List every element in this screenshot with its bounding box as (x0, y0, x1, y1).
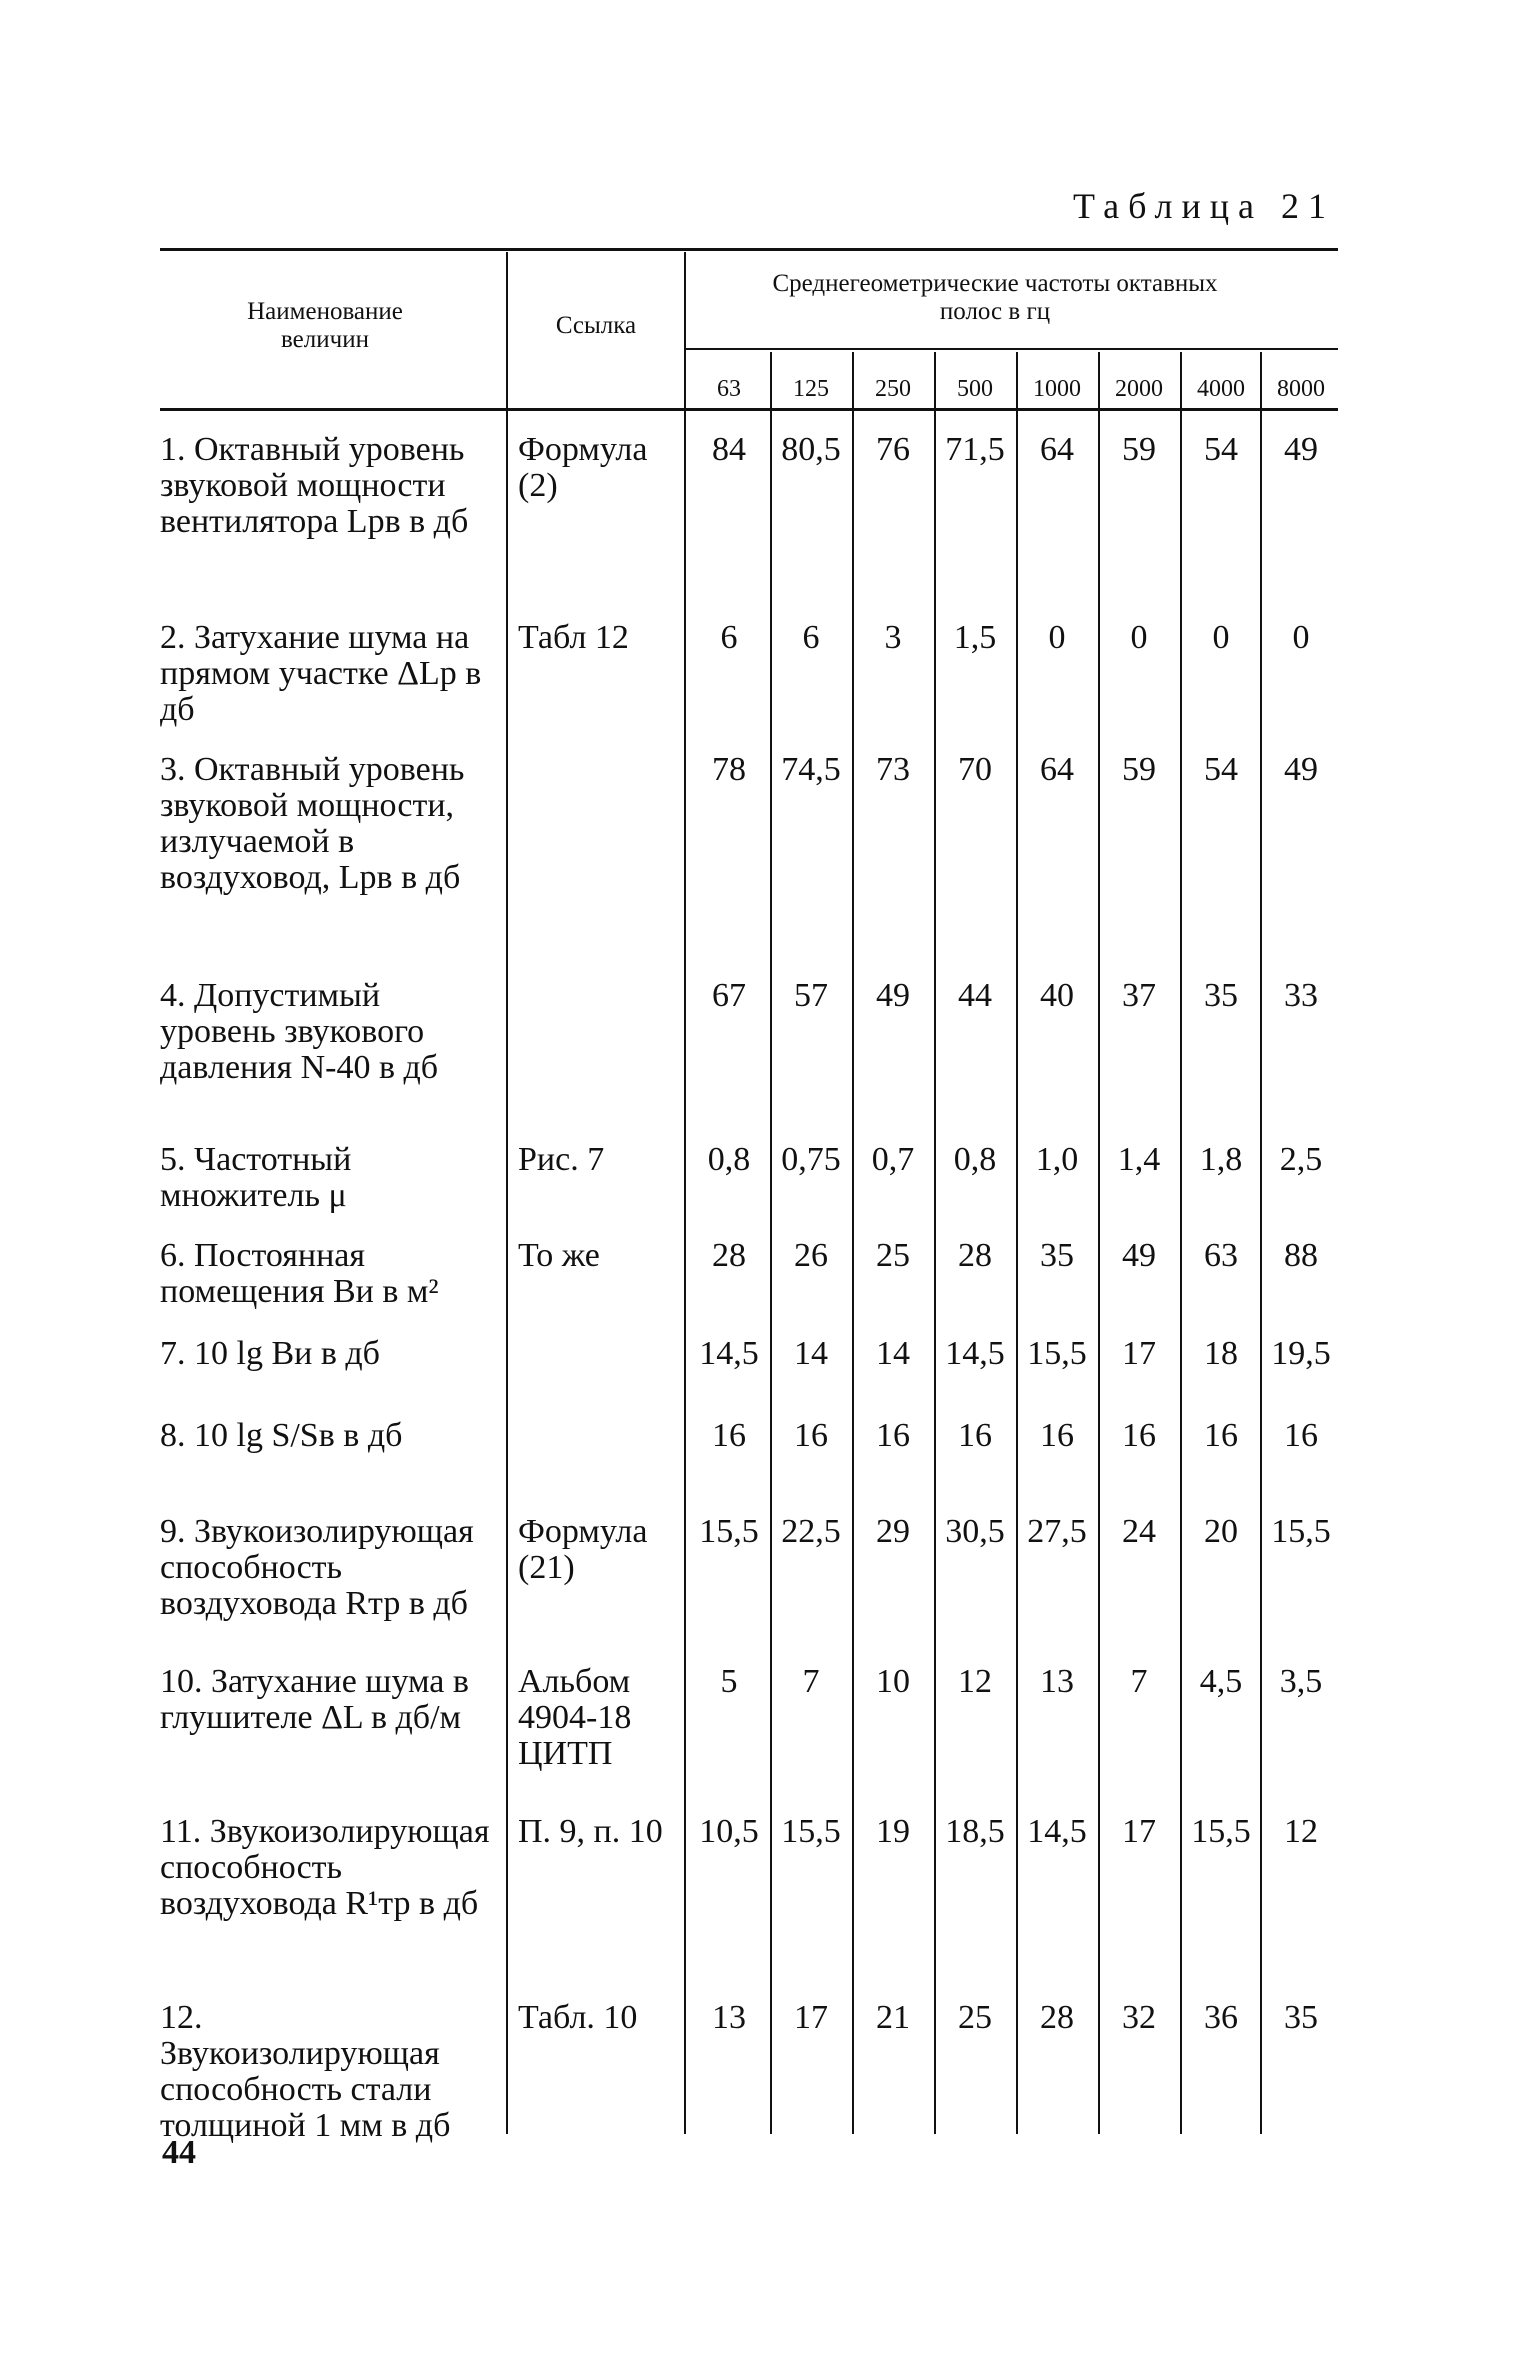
table-cell: 21 (876, 1999, 910, 2036)
table-cell: 2,5 (1279, 1141, 1323, 1178)
table-cell: 14 (794, 1335, 828, 1372)
table-cell: 16 (876, 1417, 910, 1454)
table-cell: 67 (712, 977, 746, 1014)
table-cell: 16 (1122, 1417, 1156, 1454)
table-cell: 59 (1122, 751, 1156, 788)
table-cell: 88 (1284, 1237, 1318, 1274)
table-cell: 73 (876, 751, 910, 788)
header-name-col: Наименование величин (247, 298, 403, 353)
row-name: 8. 10 lg S/Sв в дб (160, 1417, 403, 1454)
table-cell: 16 (1204, 1417, 1238, 1454)
table-cell: 37 (1122, 977, 1156, 1014)
table-cell: 35 (1284, 1999, 1318, 2036)
table-cell: 0,8 (953, 1141, 997, 1178)
row-reference: Табл. 10 (518, 1999, 638, 2036)
table-cell: 27,5 (1027, 1513, 1087, 1550)
table-cell: 57 (794, 977, 828, 1014)
table-cell: 70 (958, 751, 992, 788)
table-cell: 35 (1204, 977, 1238, 1014)
row-reference: Формула (2) (518, 431, 648, 504)
row-reference: Альбом 4904-18 ЦИТП (518, 1663, 632, 1772)
table-cell: 64 (1040, 431, 1074, 468)
row-name: 4. Допустимый уровень звукового давления N-40 в дб (160, 977, 439, 1086)
header-ref-col: Ссылка (555, 312, 637, 339)
table-cell: 13 (712, 1999, 746, 2036)
table-cell: 80,5 (781, 431, 841, 468)
frequency-label: 2000 (1115, 376, 1163, 402)
table-cell: 78 (712, 751, 746, 788)
table-cell: 19 (876, 1813, 910, 1850)
table-cell: 1,0 (1035, 1141, 1079, 1178)
table-cell: 0,7 (871, 1141, 915, 1178)
table-cell: 54 (1204, 751, 1238, 788)
frequency-label: 250 (875, 376, 911, 402)
table-cell: 16 (1040, 1417, 1074, 1454)
table-cell: 7 (1130, 1663, 1148, 1700)
table-cell: 28 (712, 1237, 746, 1274)
table-cell: 15,5 (1271, 1513, 1331, 1550)
table-cell: 14,5 (1027, 1813, 1087, 1850)
table-cell: 76 (876, 431, 910, 468)
table-cell: 16 (958, 1417, 992, 1454)
table-cell: 4,5 (1199, 1663, 1243, 1700)
table-cell: 64 (1040, 751, 1074, 788)
table-cell: 0,75 (781, 1141, 841, 1178)
table-cell: 30,5 (945, 1513, 1005, 1550)
table-cell: 16 (712, 1417, 746, 1454)
table-cell: 1,5 (953, 619, 997, 656)
table-cell: 84 (712, 431, 746, 468)
frequency-label: 1000 (1033, 376, 1081, 402)
table-cell: 16 (1284, 1417, 1318, 1454)
table-cell: 15,5 (1027, 1335, 1087, 1372)
table-cell: 3,5 (1279, 1663, 1323, 1700)
name-col-divider (506, 252, 508, 2134)
row-name: 6. Постоянная помещения Bи в м² (160, 1237, 439, 1310)
table-cell: 33 (1284, 977, 1318, 1014)
table-cell: 16 (794, 1417, 828, 1454)
header-freq-title: Среднегеометрические частоты октавных полос в гц (772, 270, 1218, 325)
table-cell: 19,5 (1271, 1335, 1331, 1372)
row-name: 1. Октавный уровень звуковой мощности вентилятора Lрв в дб (160, 431, 469, 540)
frequency-label: 8000 (1277, 376, 1325, 402)
table-cell: 26 (794, 1237, 828, 1274)
table-cell: 40 (1040, 977, 1074, 1014)
table-cell: 14,5 (945, 1335, 1005, 1372)
table-cell: 0 (1048, 619, 1066, 656)
table-cell: 32 (1122, 1999, 1156, 2036)
row-name: 7. 10 lg Bи в дб (160, 1335, 380, 1372)
table-cell: 28 (1040, 1999, 1074, 2036)
table-cell: 17 (1122, 1335, 1156, 1372)
table-cell: 22,5 (781, 1513, 841, 1550)
table-cell: 10,5 (699, 1813, 759, 1850)
row-name: 3. Октавный уровень звуковой мощности, излучаемой в воздуховод, Lрв в дб (160, 751, 465, 896)
freq-header-rule (686, 348, 1338, 350)
row-reference: П. 9, п. 10 (518, 1813, 663, 1850)
table-cell: 71,5 (945, 431, 1005, 468)
table-cell: 35 (1040, 1237, 1074, 1274)
table-cell: 18,5 (945, 1813, 1005, 1850)
frequency-label: 63 (717, 376, 741, 402)
row-name: 11. Звукоизолирующая способность воздуховода R¹тр в дб (160, 1813, 490, 1922)
table-cell: 6 (802, 619, 820, 656)
table-cell: 0 (1130, 619, 1148, 656)
table-caption: Таблица 21 (1073, 186, 1335, 226)
table-cell: 49 (1284, 751, 1318, 788)
ref-col-divider (684, 252, 686, 2134)
table-cell: 25 (876, 1237, 910, 1274)
table-cell: 25 (958, 1999, 992, 2036)
row-name: 9. Звукоизолирующая способность воздуховода Rтр в дб (160, 1513, 474, 1622)
table-cell: 29 (876, 1513, 910, 1550)
table-cell: 6 (720, 619, 738, 656)
table-cell: 0 (1212, 619, 1230, 656)
table-cell: 1,8 (1199, 1141, 1243, 1178)
table-cell: 17 (794, 1999, 828, 2036)
table-cell: 17 (1122, 1813, 1156, 1850)
table-cell: 0 (1292, 619, 1310, 656)
table-cell: 49 (1284, 431, 1318, 468)
table-cell: 74,5 (781, 751, 841, 788)
row-name: 10. Затухание шума в глушителе ΔL в дб/м (160, 1663, 469, 1736)
table-cell: 59 (1122, 431, 1156, 468)
row-reference: То же (518, 1237, 600, 1274)
table-cell: 12 (1284, 1813, 1318, 1850)
frequency-label: 125 (793, 376, 829, 402)
frequency-label: 500 (957, 376, 993, 402)
table-cell: 44 (958, 977, 992, 1014)
table-cell: 14 (876, 1335, 910, 1372)
table-cell: 1,4 (1117, 1141, 1161, 1178)
table-cell: 24 (1122, 1513, 1156, 1550)
table-cell: 15,5 (781, 1813, 841, 1850)
page-number: 44 (162, 2134, 196, 2171)
header-bottom-rule (160, 408, 1338, 411)
table-cell: 0,8 (707, 1141, 751, 1178)
table-cell: 12 (958, 1663, 992, 1700)
table-cell: 13 (1040, 1663, 1074, 1700)
table-cell: 14,5 (699, 1335, 759, 1372)
table-cell: 10 (876, 1663, 910, 1700)
row-name: 12. Звукоизолирующая способность стали толщиной 1 мм в дб (160, 1999, 451, 2144)
table-cell: 54 (1204, 431, 1238, 468)
frequency-label: 4000 (1197, 376, 1245, 402)
row-reference: Табл 12 (518, 619, 629, 656)
row-reference: Формула (21) (518, 1513, 648, 1586)
table-cell: 15,5 (699, 1513, 759, 1550)
row-name: 2. Затухание шума на прямом участке ΔLр в дб (160, 619, 482, 728)
row-reference: Рис. 7 (518, 1141, 605, 1178)
table-cell: 28 (958, 1237, 992, 1274)
table-top-rule (160, 248, 1338, 251)
table-cell: 49 (1122, 1237, 1156, 1274)
table-cell: 49 (876, 977, 910, 1014)
table-cell: 63 (1204, 1237, 1238, 1274)
table-cell: 3 (884, 619, 902, 656)
table-cell: 36 (1204, 1999, 1238, 2036)
table-cell: 20 (1204, 1513, 1238, 1550)
table-cell: 7 (802, 1663, 820, 1700)
table-cell: 5 (720, 1663, 738, 1700)
table-cell: 18 (1204, 1335, 1238, 1372)
row-name: 5. Частотный множитель μ (160, 1141, 352, 1214)
table-cell: 15,5 (1191, 1813, 1251, 1850)
